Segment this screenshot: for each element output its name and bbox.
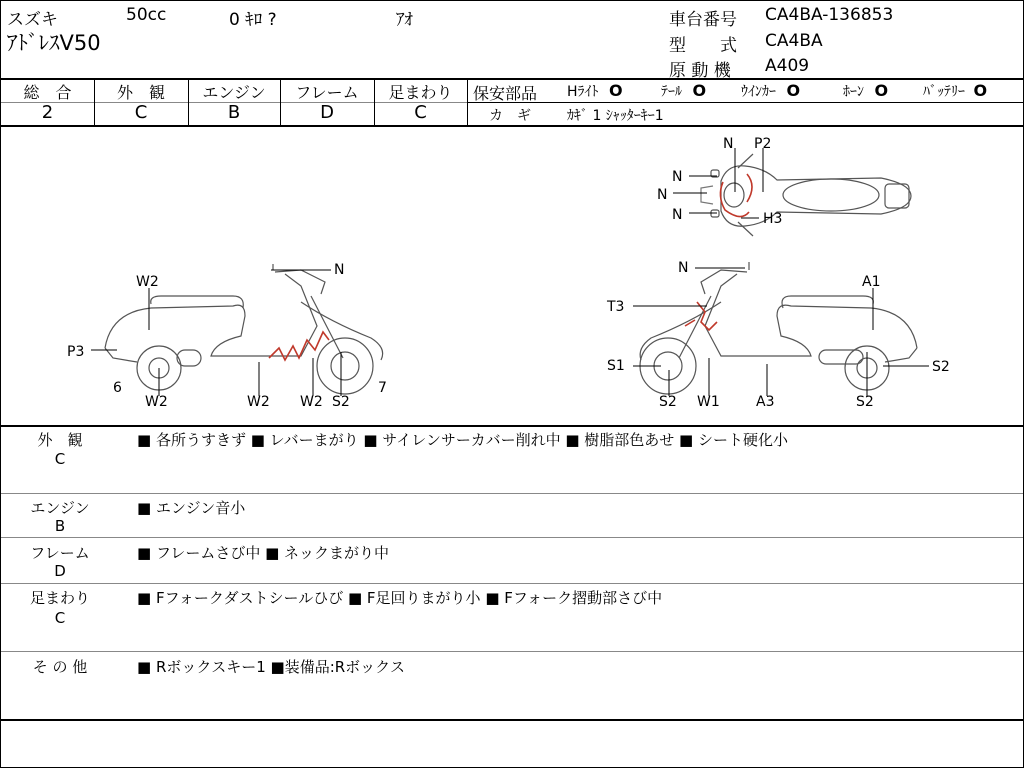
detail-grade-engine: B — [54, 517, 66, 535]
detail-title-other: そ の 他 — [32, 658, 88, 676]
safety-item-mark: O — [874, 81, 889, 100]
maker: スズキ — [7, 10, 58, 30]
displacement: 50cc — [126, 5, 167, 25]
divider — [467, 102, 1023, 103]
leader-lines — [91, 148, 929, 396]
detail-grade-exterior: C — [54, 450, 66, 468]
safety-label: 保安部品 — [473, 84, 538, 103]
diagram-label: W2 — [136, 274, 159, 290]
diagram-label: S2 — [332, 394, 350, 410]
grade-label-engine: エンジン — [202, 83, 266, 102]
safety-item-taillight — [661, 81, 706, 101]
engine-label: 原 動 機 — [669, 61, 731, 81]
grade-label-frame: フレーム — [295, 83, 359, 102]
diagram-label: N — [678, 260, 689, 276]
divider — [1, 719, 1023, 721]
color: ｱｵ — [396, 10, 413, 30]
detail-title-engine: エンジン — [30, 499, 90, 517]
grade-value-frame: D — [320, 102, 334, 123]
diagram-label: P2 — [754, 136, 772, 152]
safety-item-name: Hﾗｲﾄ — [567, 84, 599, 100]
grade-value-suspension: C — [414, 102, 427, 123]
diagram-label: W2 — [247, 394, 270, 410]
damage-diagram — [1, 126, 1023, 426]
divider — [1, 425, 1023, 427]
diagram-label: A3 — [756, 394, 775, 410]
detail-title-frame: フレーム — [30, 544, 90, 562]
safety-item-mark: O — [692, 81, 707, 100]
grade-value-exterior: C — [134, 102, 148, 123]
model-name: ｱﾄﾞﾚｽV50 — [7, 31, 101, 55]
diagram-label: 7 — [378, 380, 387, 396]
diagram-label: S2 — [856, 394, 874, 410]
diagram-label: W1 — [697, 394, 720, 410]
diagram-label: A1 — [862, 274, 881, 290]
diagram-label: N — [723, 136, 734, 152]
safety-item-name: ﾊﾞｯﾃﾘｰ — [923, 84, 965, 100]
diagram-label: P3 — [67, 344, 85, 360]
safety-item-battery — [923, 81, 987, 101]
divider — [1, 537, 1023, 538]
safety-item-name: ﾎｰﾝ — [843, 84, 864, 100]
grade-value-overall: 2 — [41, 102, 54, 123]
grade-label-overall: 総 合 — [23, 83, 72, 102]
diagram-label: W2 — [300, 394, 323, 410]
detail-grade-frame: D — [54, 562, 66, 580]
diagram-label: T3 — [607, 299, 625, 315]
key-label: カ ギ — [489, 108, 531, 124]
divider — [1, 651, 1023, 652]
diagram-label: S2 — [659, 394, 677, 410]
grade-label-suspension: 足まわり — [388, 83, 453, 102]
safety-item-winker — [741, 81, 800, 101]
diagram-label: S2 — [932, 359, 950, 375]
detail-text-exterior: ■ 各所うすきず ■ レバーまがり ■ サイレンサーカバー削れ中 ■ 樹脂部色あせ ■ シート硬化小 — [137, 431, 789, 449]
safety-item-name: ﾃｰﾙ — [661, 84, 682, 100]
divider — [467, 79, 468, 126]
safety-item-headlight — [567, 81, 623, 101]
safety-item-name: ｳｲﾝｶｰ — [741, 84, 776, 100]
diagram-label: W2 — [145, 394, 168, 410]
divider — [1, 583, 1023, 584]
diagram-label: 6 — [113, 380, 122, 396]
safety-item-mark: O — [786, 81, 801, 100]
safety-item-mark: O — [973, 81, 988, 100]
type-label: 型 式 — [669, 36, 737, 56]
diagram-label: N — [657, 187, 668, 203]
key-value: ｶｷﾞ 1 ｼｬｯﾀｰｷｰ1 — [567, 108, 664, 124]
divider — [1, 493, 1023, 494]
mileage: 0 ｷﾛ ? — [229, 10, 277, 30]
grade-label-exterior: 外 観 — [116, 83, 165, 102]
type-value: CA4BA — [765, 31, 823, 51]
detail-title-suspension: 足まわり — [29, 589, 90, 607]
diagram-label: H3 — [763, 211, 783, 227]
diagram-label: N — [672, 169, 683, 185]
detail-text-frame: ■ フレームさび中 ■ ネックまがり中 — [137, 544, 390, 562]
detail-text-suspension: ■ Fフォークダストシールひび ■ F足回りまがり小 ■ Fフォーク摺動部さび中 — [137, 589, 663, 607]
scooter-top-view — [701, 154, 911, 236]
frame-no: CA4BA-136853 — [765, 5, 894, 25]
detail-text-engine: ■ エンジン音小 — [137, 499, 246, 517]
frame-no-label: 車台番号 — [669, 10, 737, 30]
detail-grade-suspension: C — [54, 609, 66, 627]
detail-title-exterior: 外 観 — [37, 431, 83, 449]
diagram-label: N — [334, 262, 345, 278]
detail-text-other: ■ Rボックスキー1 ■装備品:Rボックス — [137, 658, 406, 676]
diagram-label: N — [672, 207, 683, 223]
safety-item-horn — [843, 81, 888, 101]
safety-item-mark: O — [608, 81, 623, 100]
engine-value: A409 — [765, 56, 810, 76]
diagram-label: S1 — [607, 358, 625, 374]
grade-value-engine: B — [227, 102, 241, 123]
